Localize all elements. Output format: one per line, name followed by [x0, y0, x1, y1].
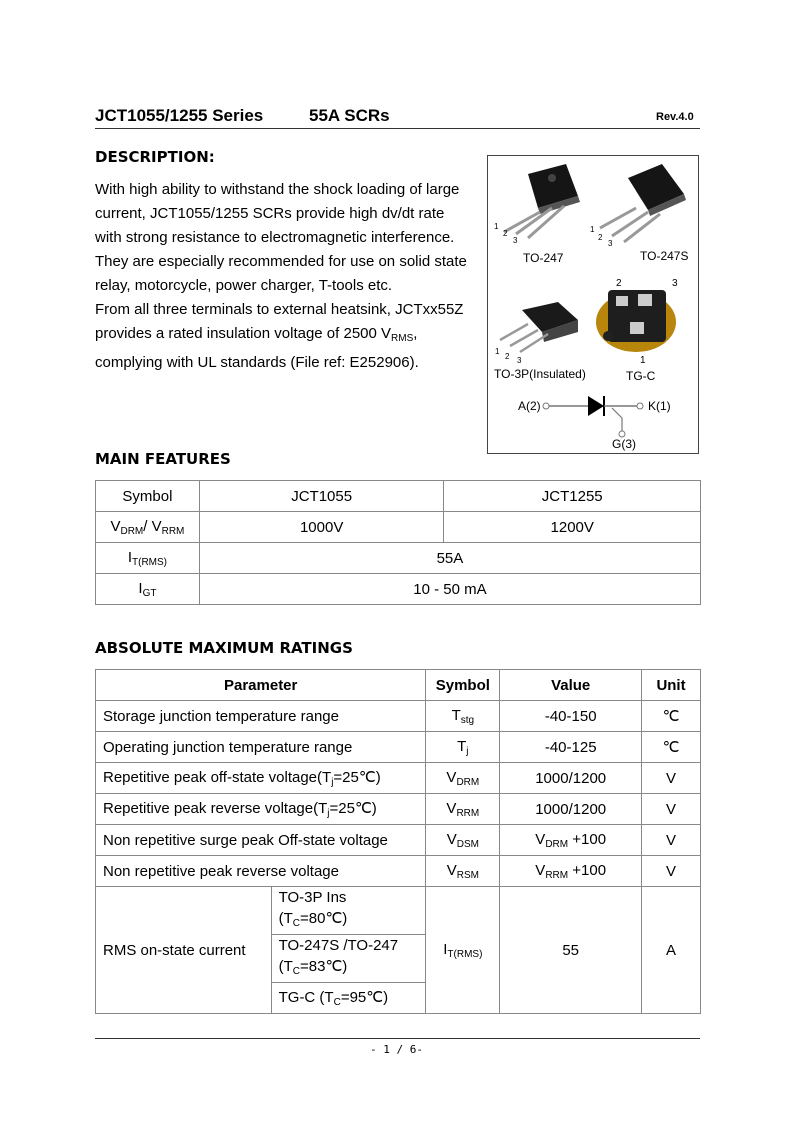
header-cell: JCT1055	[199, 481, 444, 512]
package-illustration	[487, 155, 699, 454]
value-cell: $V_{RRM} +100$	[500, 856, 642, 887]
svg-text:3: 3	[517, 356, 522, 365]
svg-text:3: 3	[608, 239, 613, 248]
header-cell: Value	[500, 670, 642, 701]
table-row	[96, 701, 701, 732]
unit-cell: ℃	[642, 701, 701, 732]
table-row	[96, 825, 701, 856]
header-cell: Symbol	[96, 481, 200, 512]
to3p-package-image	[495, 302, 578, 365]
value-cell: -40-125	[500, 732, 642, 763]
symbol-cell: $I_{T(RMS)}$	[426, 887, 500, 1014]
to247-package-image	[494, 164, 580, 245]
cathode-label: K(1)	[648, 399, 671, 413]
to247-label: TO-247	[523, 251, 564, 265]
main-features-heading: MAIN FEATURES	[95, 450, 231, 468]
unit-cell: A	[642, 887, 701, 1014]
anode-label: A(2)	[518, 399, 541, 413]
header-divider	[95, 128, 700, 129]
table-row	[96, 481, 701, 512]
svg-text:1: 1	[495, 347, 500, 356]
value-cell: -40-150	[500, 701, 642, 732]
svg-text:1: 1	[590, 225, 595, 234]
header-cell: Unit	[642, 670, 701, 701]
table-row	[96, 574, 701, 605]
document-title: JCT1055/1255 Series	[95, 106, 264, 125]
symbol-cell: $V_{RSM}$	[426, 856, 500, 887]
symbol-cell: $V_{RRM}$	[426, 794, 500, 825]
scr-schematic-symbol	[518, 396, 671, 451]
table-row	[96, 887, 701, 935]
to247s-label: TO-247S	[640, 249, 689, 263]
param-cell: RMS on-state current	[96, 887, 272, 1014]
value-cell: 10 - 50 mA	[199, 574, 700, 605]
param-cell: Storage junction temperature range	[96, 701, 426, 732]
param-cell: Repetitive peak off-state $voltage(T_j=25℃)$	[96, 763, 426, 794]
header-cell: Symbol	[426, 670, 500, 701]
symbol-cell: $I_{T(RMS)}$	[96, 543, 200, 574]
abs-max-heading: ABSOLUTE MAXIMUM RATINGS	[95, 639, 353, 657]
value-cell: $V_{DRM} +100$	[500, 825, 642, 856]
svg-text:1: 1	[640, 355, 646, 366]
header-cell: JCT1255	[444, 481, 701, 512]
symbol-cell: $I_{GT}$	[96, 574, 200, 605]
document-subtitle: 55A SCRs	[309, 106, 390, 125]
condition-cell: TG-C $(T_C=95℃)$	[271, 983, 426, 1014]
unit-cell: V	[642, 763, 701, 794]
param-cell: Non repetitive surge peak Off-state voltage	[96, 825, 426, 856]
svg-text:2: 2	[616, 278, 622, 289]
table-row	[96, 512, 701, 543]
condition-cell: TO-247S /TO-247 $(T_C=83℃)$	[271, 935, 426, 983]
tgc-label: TG-C	[626, 369, 656, 383]
tgc-package-image	[596, 278, 678, 366]
table-row	[96, 794, 701, 825]
page-number: - 1 / 6-	[370, 1043, 423, 1056]
param-cell: Non repetitive peak reverse voltage	[96, 856, 426, 887]
unit-cell: ℃	[642, 732, 701, 763]
symbol-cell: $T_j$	[426, 732, 500, 763]
value-cell: 55	[500, 887, 642, 1014]
svg-text:2: 2	[598, 233, 603, 242]
table-row	[96, 763, 701, 794]
param-cell: Repetitive peak reverse $voltage(T_j=25℃)$	[96, 794, 426, 825]
footer-divider	[95, 1038, 700, 1039]
table-row	[96, 732, 701, 763]
table-row	[96, 670, 701, 701]
symbol-cell: $V_{DRM}/$ $V_{RRM}$	[96, 512, 200, 543]
main-features-table	[95, 480, 701, 605]
abs-max-table	[95, 669, 701, 1014]
gate-label: G(3)	[612, 437, 636, 451]
to247s-package-image	[590, 164, 686, 248]
table-row	[96, 543, 701, 574]
symbol-cell: $V_{DRM}$	[426, 763, 500, 794]
revision-label: Rev.4.0	[656, 111, 694, 123]
value-cell: 55A	[199, 543, 700, 574]
condition-cell: TO-3P Ins $(T_C=80℃)$	[271, 887, 426, 935]
table-row	[96, 856, 701, 887]
value-cell: 1000/1200	[500, 794, 642, 825]
unit-cell: V	[642, 825, 701, 856]
symbol-cell: $T_{stg}$	[426, 701, 500, 732]
value-cell: 1200V	[444, 512, 701, 543]
value-cell: 1000V	[199, 512, 444, 543]
value-cell: 1000/1200	[500, 763, 642, 794]
svg-text:2: 2	[503, 229, 508, 238]
symbol-cell: $V_{DSM}$	[426, 825, 500, 856]
svg-text:2: 2	[505, 352, 510, 361]
description-heading: DESCRIPTION:	[95, 148, 215, 166]
header-cell: Parameter	[96, 670, 426, 701]
svg-text:1: 1	[494, 222, 499, 231]
unit-cell: V	[642, 856, 701, 887]
description-text	[95, 178, 475, 375]
svg-text:3: 3	[513, 236, 518, 245]
svg-text:3: 3	[672, 278, 678, 289]
description-paragraph-2: From all three terminals to external heatsink, JCTxx55Z provides a rated insulation voltage of 2500 $V_{RMS}$, complying with UL standards (File ref: E252906).	[95, 301, 464, 371]
description-paragraph-1: With high ability to withstand the shock loading of large current, JCT1055/1255 SCRs provide high dv/dt rate with strong resistance to electromagnetic interference. They are especially recommended for use on solid state relay, motorcycle, power charger, T-tools etc.	[95, 181, 467, 294]
to3p-label: TO-3P(Insulated)	[494, 367, 586, 381]
unit-cell: V	[642, 794, 701, 825]
param-cell: Operating junction temperature range	[96, 732, 426, 763]
